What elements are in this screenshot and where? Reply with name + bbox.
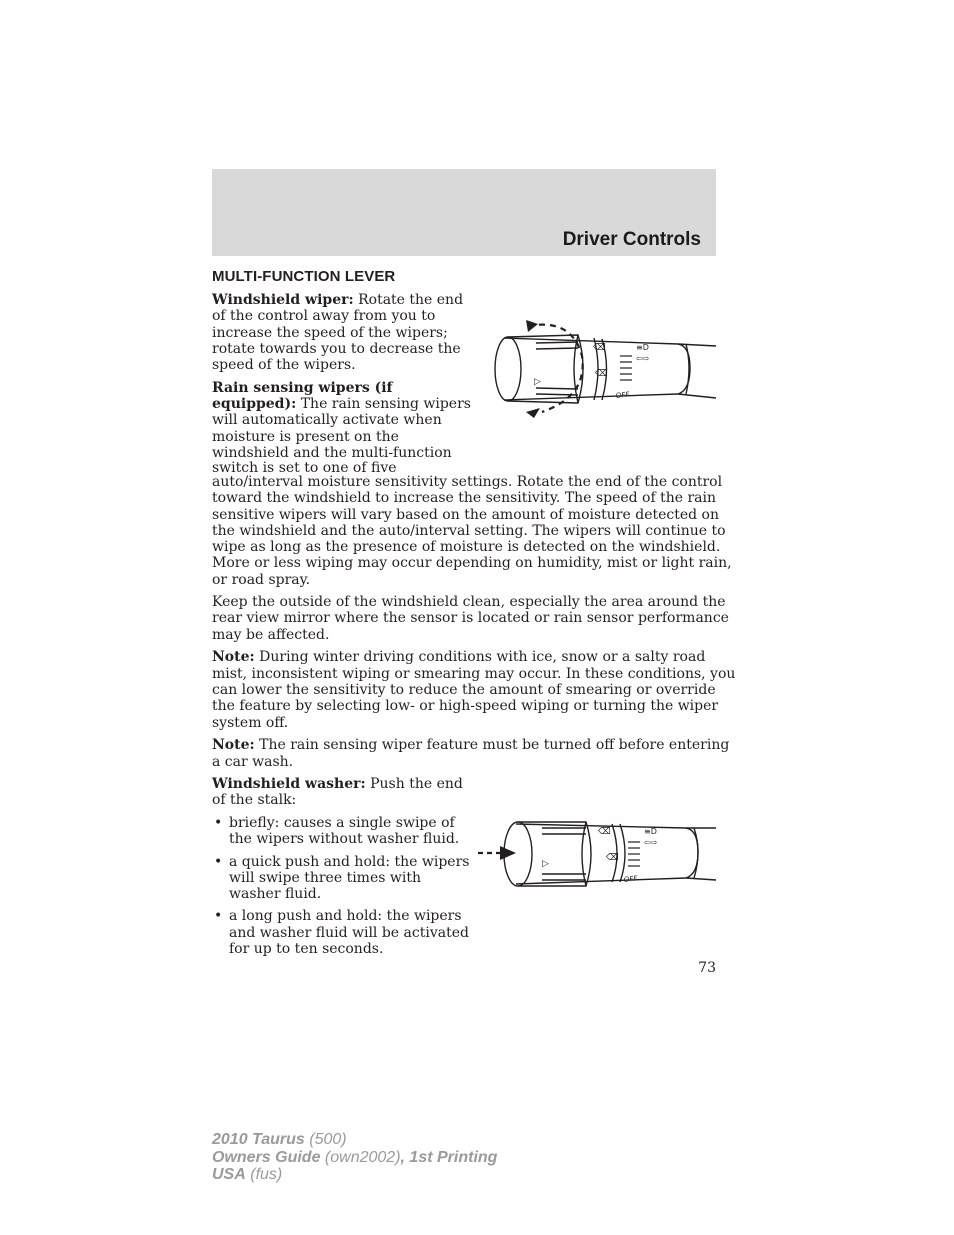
arrow-down-icon: [526, 408, 540, 418]
text-line: [212, 737, 729, 753]
text-line: • briefly: causes a single swipe of: [229, 815, 455, 831]
text-span: The rain sensing wiper feature must be turned off before entering: [259, 737, 730, 753]
off-label: OFF: [623, 874, 638, 884]
off-label: OFF: [615, 390, 630, 400]
footer-guide: Owners Guide: [212, 1148, 321, 1166]
washer-bullet-list: [212, 815, 469, 963]
text-line: rotate towards you to decrease the: [212, 341, 461, 357]
text-line: • a quick push and hold: the wipers: [229, 853, 470, 870]
text-line: moisture is present on the: [212, 429, 399, 445]
text-line: the windshield and the auto/interval setting. The wipers will continue to: [212, 523, 726, 539]
text-line: the wipers without washer fluid.: [229, 831, 460, 848]
text-line: will automatically activate when: [212, 412, 442, 428]
text-line: of the control away from you to: [212, 308, 436, 324]
text-line: a car wash.: [212, 754, 294, 770]
text-line: • a long push and hold: the wipers: [229, 908, 462, 925]
footer-guide-code: (own2002): [324, 1148, 401, 1166]
section-heading: MULTI-FUNCTION LEVER: [212, 268, 396, 285]
wiper-high-icon: ⌫: [598, 827, 611, 837]
text-line: washer fluid.: [229, 886, 322, 903]
wiper-lever-rotate-figure: [490, 316, 718, 420]
text-line: of the stalk:: [212, 792, 297, 808]
text-line: Keep the outside of the windshield clean, especially the area around the: [212, 594, 726, 610]
high-beam-icon: ≡D: [644, 827, 657, 836]
text-span: Rotate the end: [358, 292, 464, 308]
wiper-low-icon: ⌫: [595, 369, 608, 379]
page-number: 73: [698, 960, 716, 976]
text-line: switch is set to one of five: [212, 460, 397, 476]
note-label: Note:: [212, 649, 255, 665]
text-line: wipe as long as the presence of moisture is detected on the windshield.: [212, 539, 721, 555]
washer-label: Windshield washer:: [212, 776, 366, 792]
text-line: increase the speed of the wipers;: [212, 325, 448, 341]
header-band: [212, 169, 716, 256]
footer: [212, 1131, 497, 1184]
turn-signal-icon: ⇦⇨: [636, 354, 650, 363]
footer-line: [212, 1166, 497, 1184]
wiper-label: Windshield wiper:: [212, 292, 354, 308]
washer-icon: ▷: [542, 859, 549, 869]
footer-model: 2010 Taurus: [212, 1131, 305, 1148]
note-label: Note:: [212, 737, 255, 753]
text-line: mist, inconsistent wiping or smearing may occur. In these conditions, you: [212, 666, 736, 682]
text-line: for up to ten seconds.: [229, 941, 384, 958]
text-line: will swipe three times with: [229, 869, 421, 886]
text-line: may be affected.: [212, 627, 330, 643]
text-line: [212, 396, 471, 412]
text-line: More or less wiping may occur depending on humidity, mist or light rain,: [212, 555, 732, 571]
arrow-right-icon: [500, 846, 516, 860]
footer-region-code: (fus): [250, 1166, 283, 1183]
footer-model-code: (500): [309, 1131, 347, 1148]
footer-line: [212, 1131, 497, 1149]
list-item: [212, 908, 469, 957]
washer-icon: ▷: [534, 377, 541, 387]
text-line: or road spray.: [212, 572, 311, 588]
text-span: The rain sensing wipers: [300, 396, 471, 412]
text-line: sensitive wipers will vary based on the amount of moisture detected on: [212, 507, 719, 523]
text-line: and washer fluid will be activated: [229, 924, 469, 941]
text-line: system off.: [212, 715, 289, 731]
text-line: [212, 649, 705, 665]
text-line: [212, 292, 463, 308]
text-line: [212, 380, 393, 396]
page-section-title: Driver Controls: [562, 229, 701, 250]
footer-region: USA: [212, 1166, 246, 1183]
arrow-up-icon: [526, 320, 538, 332]
list-item: [212, 854, 469, 903]
text-line: windshield and the multi-function: [212, 445, 452, 461]
text-line: [212, 776, 463, 792]
text-line: auto/interval moisture sensitivity settings. Rotate the end of the control: [212, 474, 723, 490]
wiper-low-icon: ⌫: [606, 853, 619, 863]
text-line: speed of the wipers.: [212, 357, 356, 373]
wiper-high-icon: ⌫: [593, 343, 606, 353]
text-line: rear view mirror where the sensor is located or rain sensor performance: [212, 610, 729, 626]
high-beam-icon: ≡D: [636, 343, 649, 352]
text-span: During winter driving conditions with ice, snow or a salty road: [259, 649, 706, 665]
text-line: the feature by selecting low- or high-speed wiping or turning the wiper: [212, 698, 719, 714]
washer-lever-push-figure: [476, 816, 718, 892]
rain-label-cont: equipped):: [212, 396, 297, 412]
text-span: Push the end: [370, 776, 463, 792]
text-line: can lower the sensitivity to reduce the amount of smearing or override: [212, 682, 716, 698]
list-item: [212, 815, 469, 848]
footer-line: [212, 1149, 497, 1167]
rain-label: Rain sensing wipers (if: [212, 380, 393, 396]
footer-printing: , 1st Printing: [400, 1148, 498, 1166]
text-line: toward the windshield to increase the sensitivity. The speed of the rain: [212, 490, 717, 506]
turn-signal-icon: ⇦⇨: [644, 838, 658, 847]
